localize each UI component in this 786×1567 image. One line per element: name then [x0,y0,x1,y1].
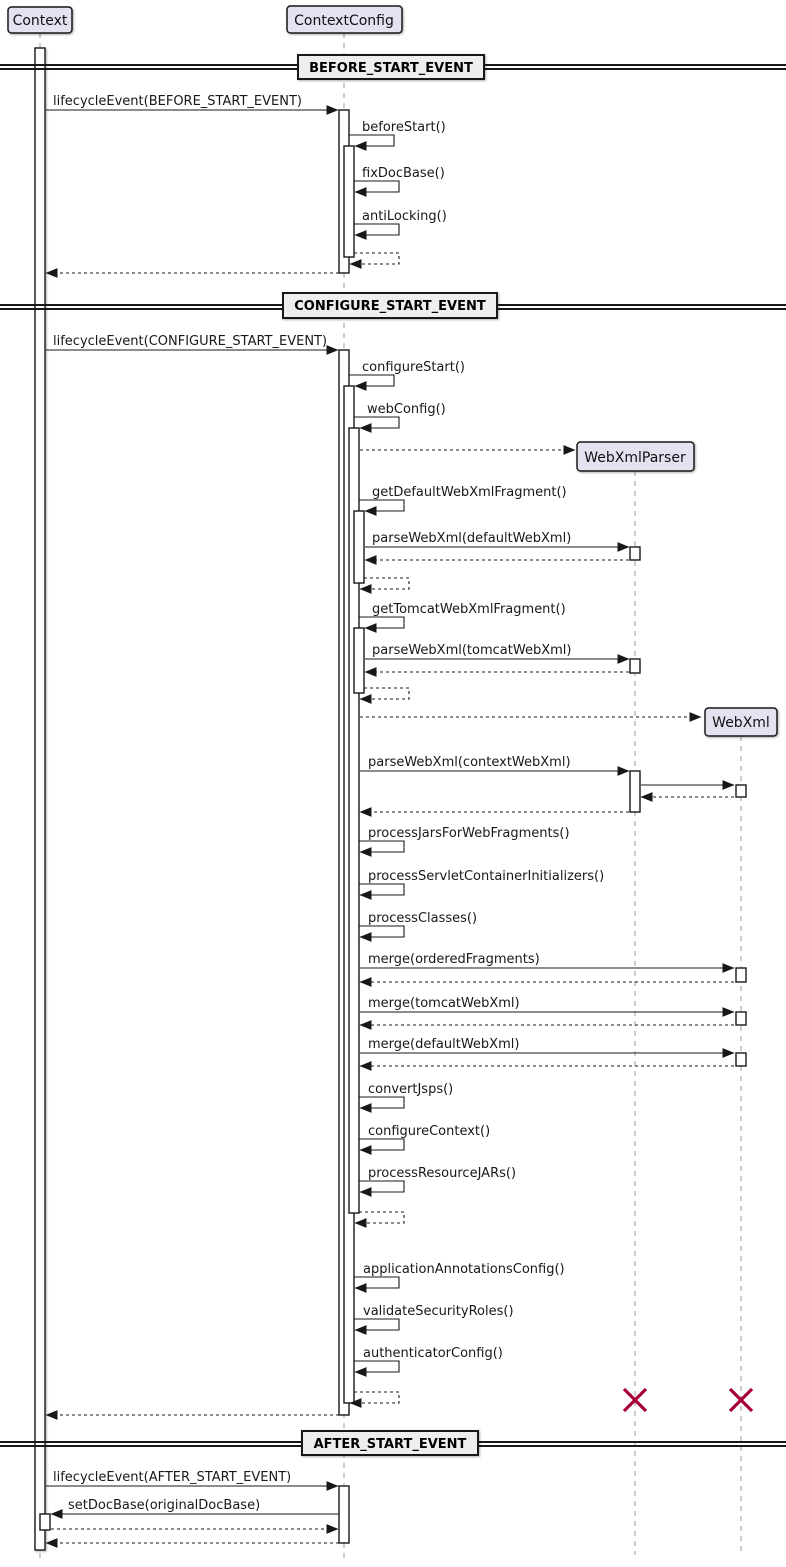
self-call-arrow [359,617,404,628]
message-label: getTomcatWebXmlFragment() [372,602,566,617]
self-return-arrow [355,1212,404,1223]
activation-bar [736,968,746,982]
message-label: beforeStart() [362,120,446,135]
message-label: processJarsForWebFragments() [368,826,570,841]
message-label: processClasses() [368,911,478,926]
self-call-arrow [354,224,399,235]
self-call-arrow [359,1097,404,1108]
activation-bar [354,511,364,583]
self-call-arrow [359,1181,404,1192]
messages-configure-start [46,334,734,1415]
message-label: merge(tomcatWebXml) [368,996,520,1011]
message-label: merge(defaultWebXml) [368,1037,520,1052]
participant-label: WebXmlParser [584,450,686,466]
self-call-arrow [354,181,399,192]
message-label: authenticatorConfig() [363,1346,503,1361]
divider-label: BEFORE_START_EVENT [309,61,473,76]
message-label: fixDocBase() [362,166,445,181]
participant-label: WebXml [712,715,770,731]
activation-bar [630,771,640,812]
message-label: parseWebXml(contextWebXml) [368,755,571,770]
self-call-arrow [354,1277,399,1288]
self-call-arrow [359,1139,404,1150]
message-label: processResourceJARs() [368,1166,517,1181]
message-label: configureStart() [362,360,465,375]
messages-after-start [46,1470,339,1543]
destroy-marks [624,1389,752,1411]
activation-bar [736,1012,746,1025]
message-label: getDefaultWebXmlFragment() [372,485,567,500]
self-call-arrow [349,135,394,146]
activation-bar [630,547,640,560]
message-label: parseWebXml(defaultWebXml) [372,531,572,546]
message-label: applicationAnnotationsConfig() [363,1262,565,1277]
message-label: antiLocking() [362,209,447,224]
message-label: lifecycleEvent(BEFORE_START_EVENT) [53,94,302,109]
message-label: configureContext() [368,1124,491,1139]
activation-bar [736,785,746,797]
activation-bars [35,48,746,1550]
message-label: parseWebXml(tomcatWebXml) [372,643,572,658]
self-call-arrow [354,417,399,428]
self-call-arrow [359,884,404,895]
participant-label: Context [12,13,68,29]
activation-bar [344,146,354,257]
participant-label: ContextConfig [294,13,394,29]
activation-bar [736,1053,746,1066]
activation-bar [339,1486,349,1543]
self-call-arrow [354,1361,399,1372]
activation-bar [35,48,45,1550]
message-label: lifecycleEvent(CONFIGURE_START_EVENT) [53,334,328,349]
self-return-arrow [360,688,409,699]
self-call-arrow [354,1319,399,1330]
self-return-arrow [360,578,409,589]
message-label: merge(orderedFragments) [368,952,540,967]
self-return-arrow [350,1392,399,1403]
message-label: lifecycleEvent(AFTER_START_EVENT) [53,1470,292,1485]
activation-bar [40,1514,50,1530]
divider-label: CONFIGURE_START_EVENT [294,299,486,314]
self-return-arrow [350,253,399,264]
divider-label: AFTER_START_EVENT [313,1437,467,1452]
messages-before-start [46,94,447,273]
message-label: validateSecurityRoles() [363,1304,514,1319]
message-label: convertJsps() [368,1082,454,1097]
self-call-arrow [359,841,404,852]
message-label: setDocBase(originalDocBase) [68,1498,261,1513]
self-call-arrow [349,375,394,386]
message-label: webConfig() [367,402,446,417]
activation-bar [354,628,364,693]
message-label: processServletContainerInitializers() [368,869,605,884]
activation-bar [630,659,640,673]
self-call-arrow [359,926,404,937]
self-call-arrow [359,500,404,511]
